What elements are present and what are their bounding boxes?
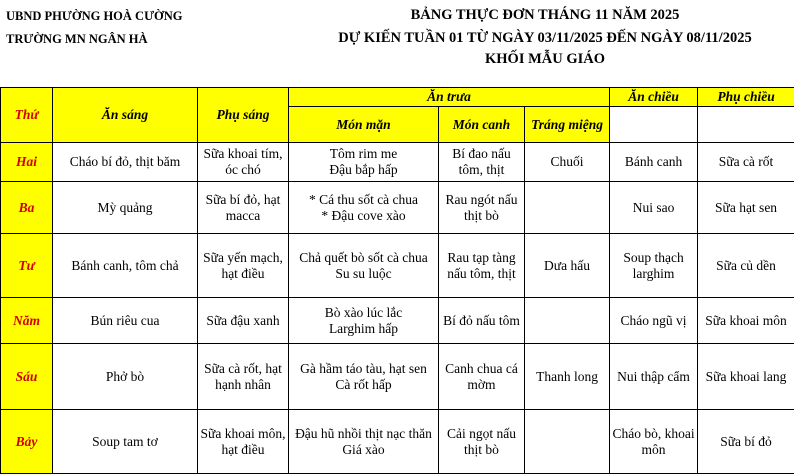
mon-canh-cell: Canh chua cá mờm (439, 344, 525, 410)
mon-canh-cell: Rau tạp tàng nấu tôm, thịt (439, 234, 525, 298)
an-chieu-cell: Cháo ngũ vị (610, 298, 698, 344)
ward-name: UBND PHƯỜNG HOÀ CƯỜNG (6, 9, 183, 24)
col-header-trang-mieng: Tráng miệng (525, 107, 610, 143)
trang-mieng-cell: Thanh long (525, 344, 610, 410)
phu-chieu-cell: Sữa bí đỏ (698, 410, 794, 474)
weekly-menu-table (0, 87, 794, 474)
mon-man-dish-2: Giá xào (291, 442, 436, 458)
menu-row-bay (1, 410, 794, 474)
an-sang-cell: Phở bò (53, 344, 198, 410)
phu-sang-cell: Sữa khoai tím, óc chó (198, 143, 289, 182)
col-header-an-chieu: Ăn chiều (610, 88, 698, 107)
an-sang-cell: Bánh canh, tôm chả (53, 234, 198, 298)
an-sang-cell: Mỳ quảng (53, 182, 198, 234)
mon-man-dish-2: Cà rốt hấp (291, 377, 436, 393)
phu-sang-cell: Sữa cà rốt, hạt hạnh nhân (198, 344, 289, 410)
mon-man-dish-2: Đậu bắp hấp (291, 162, 436, 178)
phu-chieu-cell: Sữa khoai môn (698, 298, 794, 344)
an-sang-cell: Soup tam tơ (53, 410, 198, 474)
school-name: TRƯỜNG MN NGÂN HÀ (6, 32, 148, 47)
mon-man-dish-2: * Đậu cove xào (291, 208, 436, 224)
mon-man-dish-2: Larghim hấp (291, 321, 436, 337)
mon-canh-cell: Cải ngọt nấu thịt bò (439, 410, 525, 474)
mon-canh-cell: Bí đao nấu tôm, thịt (439, 143, 525, 182)
trang-mieng-cell: Chuối (525, 143, 610, 182)
day-cell: Tư (1, 234, 53, 298)
header-row-1 (1, 88, 794, 107)
phu-sang-cell: Sữa yến mạch, hạt điều (198, 234, 289, 298)
menu-row-ba (1, 182, 794, 234)
col-header-an-sang: Ăn sáng (53, 88, 198, 143)
an-chieu-cell: Nui sao (610, 182, 698, 234)
blank-cell (698, 107, 794, 143)
mon-man-cell (289, 143, 439, 182)
day-cell: Hai (1, 143, 53, 182)
an-chieu-cell: Soup thạch larghim (610, 234, 698, 298)
mon-man-dish-1: Bò xào lúc lắc (291, 305, 436, 321)
col-header-phu-sang: Phụ sáng (198, 88, 289, 143)
col-header-an-trua: Ăn trưa (289, 88, 610, 107)
mon-man-dish-1: Gà hầm táo tàu, hạt sen (291, 361, 436, 377)
day-cell: Năm (1, 298, 53, 344)
mon-man-cell (289, 182, 439, 234)
an-chieu-cell: Bánh canh (610, 143, 698, 182)
phu-sang-cell: Sữa khoai môn, hạt điều (198, 410, 289, 474)
mon-man-cell (289, 410, 439, 474)
day-cell: Bảy (1, 410, 53, 474)
an-sang-cell: Cháo bí đỏ, thịt băm (53, 143, 198, 182)
trang-mieng-cell (525, 182, 610, 234)
an-chieu-cell: Nui thập cẩm (610, 344, 698, 410)
an-sang-cell: Bún riêu cua (53, 298, 198, 344)
menu-row-sau (1, 344, 794, 410)
menu-title: BẢNG THỰC ĐƠN THÁNG 11 NĂM 2025 (300, 7, 790, 24)
menu-row-tu (1, 234, 794, 298)
mon-canh-cell: Bí đỏ nấu tôm (439, 298, 525, 344)
col-header-phu-chieu: Phụ chiều (698, 88, 794, 107)
blank-cell (610, 107, 698, 143)
grade-level: KHỐI MẪU GIÁO (300, 51, 790, 68)
col-header-mon-man: Món mặn (289, 107, 439, 143)
mon-man-cell (289, 298, 439, 344)
phu-chieu-cell: Sữa khoai lang (698, 344, 794, 410)
day-cell: Ba (1, 182, 53, 234)
trang-mieng-cell (525, 298, 610, 344)
col-header-mon-canh: Món canh (439, 107, 525, 143)
menu-row-hai (1, 143, 794, 182)
phu-chieu-cell: Sữa hạt sen (698, 182, 794, 234)
week-range: DỰ KIẾN TUẦN 01 TỪ NGÀY 03/11/2025 ĐẾN NGÀY 08/11/2025 (300, 30, 790, 47)
mon-man-dish-1: Tôm rim me (291, 146, 436, 162)
mon-man-cell (289, 344, 439, 410)
phu-chieu-cell: Sữa cà rốt (698, 143, 794, 182)
mon-man-dish-1: * Cá thu sốt cà chua (291, 192, 436, 208)
mon-man-dish-2: Su su luộc (291, 266, 436, 282)
mon-man-dish-1: Chả quết bò sốt cà chua (291, 250, 436, 266)
phu-sang-cell: Sữa đậu xanh (198, 298, 289, 344)
phu-chieu-cell: Sữa củ dền (698, 234, 794, 298)
an-chieu-cell: Cháo bò, khoai môn (610, 410, 698, 474)
col-header-thu: Thứ (1, 88, 53, 143)
trang-mieng-cell (525, 410, 610, 474)
trang-mieng-cell: Dưa hấu (525, 234, 610, 298)
mon-canh-cell: Rau ngót nấu thịt bò (439, 182, 525, 234)
phu-sang-cell: Sữa bí đỏ, hạt macca (198, 182, 289, 234)
day-cell: Sáu (1, 344, 53, 410)
mon-man-dish-1: Đậu hũ nhồi thịt nạc thăn (291, 426, 436, 442)
mon-man-cell (289, 234, 439, 298)
menu-row-nam (1, 298, 794, 344)
